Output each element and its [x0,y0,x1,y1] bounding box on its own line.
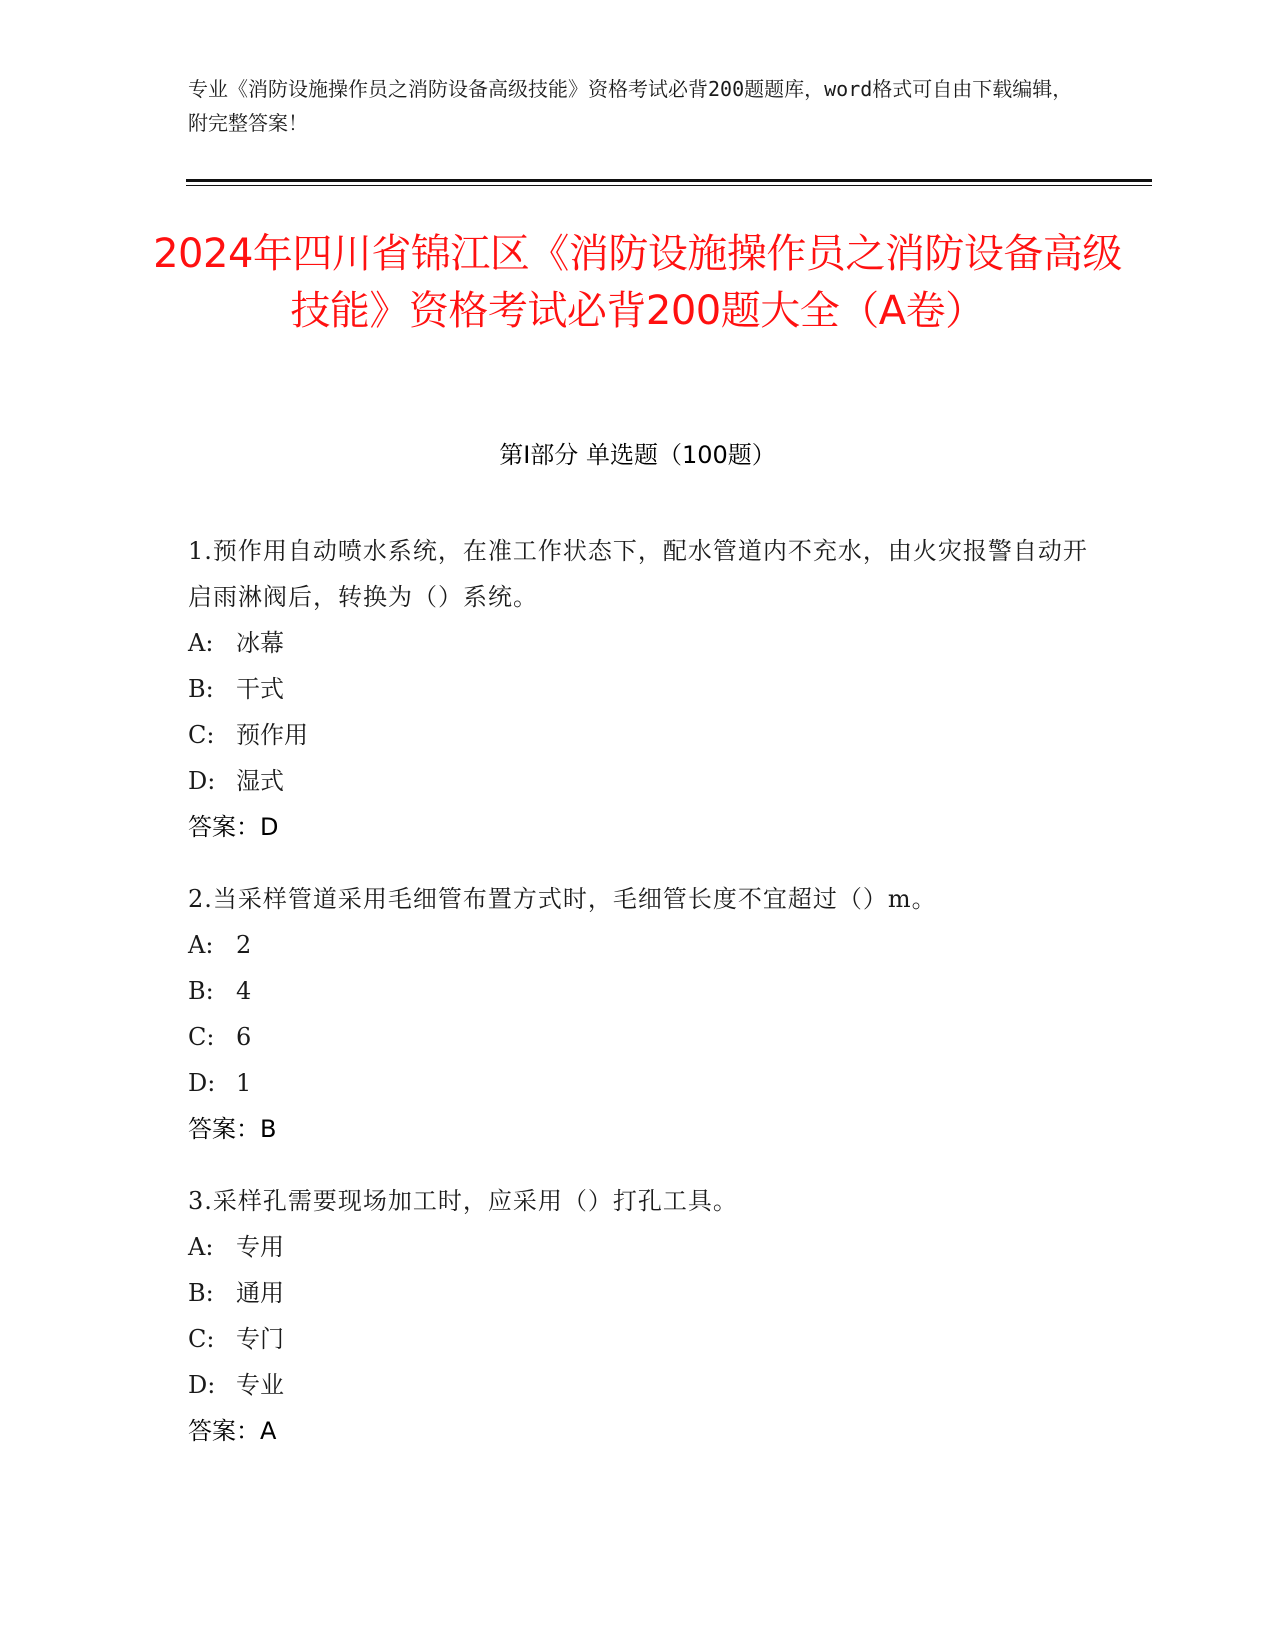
header-note: 专业《消防设施操作员之消防设备高级技能》资格考试必背200题题库，word格式可自由下载编辑，附完整答案！ [188,77,1073,135]
question-1 [188,528,1088,850]
option-letter: A: [188,629,214,657]
option-d [188,758,1088,804]
option-letter: D: [188,1069,216,1097]
option-text: 1 [236,1069,252,1097]
option-letter: D: [188,767,216,795]
section-title: 第I部分 单选题（100题） [499,441,776,469]
option-letter: A: [188,1233,214,1261]
option-list [188,1224,1088,1408]
document-title: 2024年四川省锦江区《消防设施操作员之消防设备高级技能》资格考试必背200题大全（A卷） [153,231,1122,334]
option-text: 冰幕 [236,629,284,657]
option-text: 6 [236,1023,252,1051]
answer: 答案：A [188,1417,277,1445]
option-b [188,666,1088,712]
option-text: 4 [236,977,252,1005]
option-text: 干式 [236,675,284,703]
option-a [188,620,1088,666]
option-c [188,712,1088,758]
header-rule-thin [186,185,1152,186]
option-c [188,1316,1088,1362]
option-letter: B: [188,977,214,1005]
option-text: 预作用 [236,721,308,749]
question-stem: 3.采样孔需要现场加工时，应采用（）打孔工具。 [188,1187,738,1215]
question-3 [188,1178,1088,1454]
header-rule-thick [186,179,1152,182]
option-list [188,620,1088,804]
option-text: 专业 [236,1371,284,1399]
option-letter: C: [188,721,215,749]
question-list [188,528,1088,1480]
option-letter: C: [188,1023,215,1051]
answer: 答案：B [188,1115,277,1143]
question-2 [188,876,1088,1152]
option-text: 通用 [236,1279,284,1307]
option-d [188,1060,1088,1106]
question-stem: 2.当采样管道采用毛细管布置方式时，毛细管长度不宜超过（）m。 [188,885,937,913]
option-text: 2 [236,931,252,959]
option-d [188,1362,1088,1408]
question-stem: 1.预作用自动喷水系统，在准工作状态下，配水管道内不充水，由火灾报警自动开启雨淋阀后，转换为（）系统。 [188,537,1088,611]
option-text: 湿式 [236,767,284,795]
answer: 答案：D [188,813,279,841]
option-letter: C: [188,1325,215,1353]
option-a [188,1224,1088,1270]
option-text: 专门 [236,1325,284,1353]
option-b [188,968,1088,1014]
option-c [188,1014,1088,1060]
option-letter: A: [188,931,214,959]
option-text: 专用 [236,1233,284,1261]
option-letter: B: [188,675,214,703]
option-list [188,922,1088,1106]
option-b [188,1270,1088,1316]
option-letter: B: [188,1279,214,1307]
option-a [188,922,1088,968]
option-letter: D: [188,1371,216,1399]
